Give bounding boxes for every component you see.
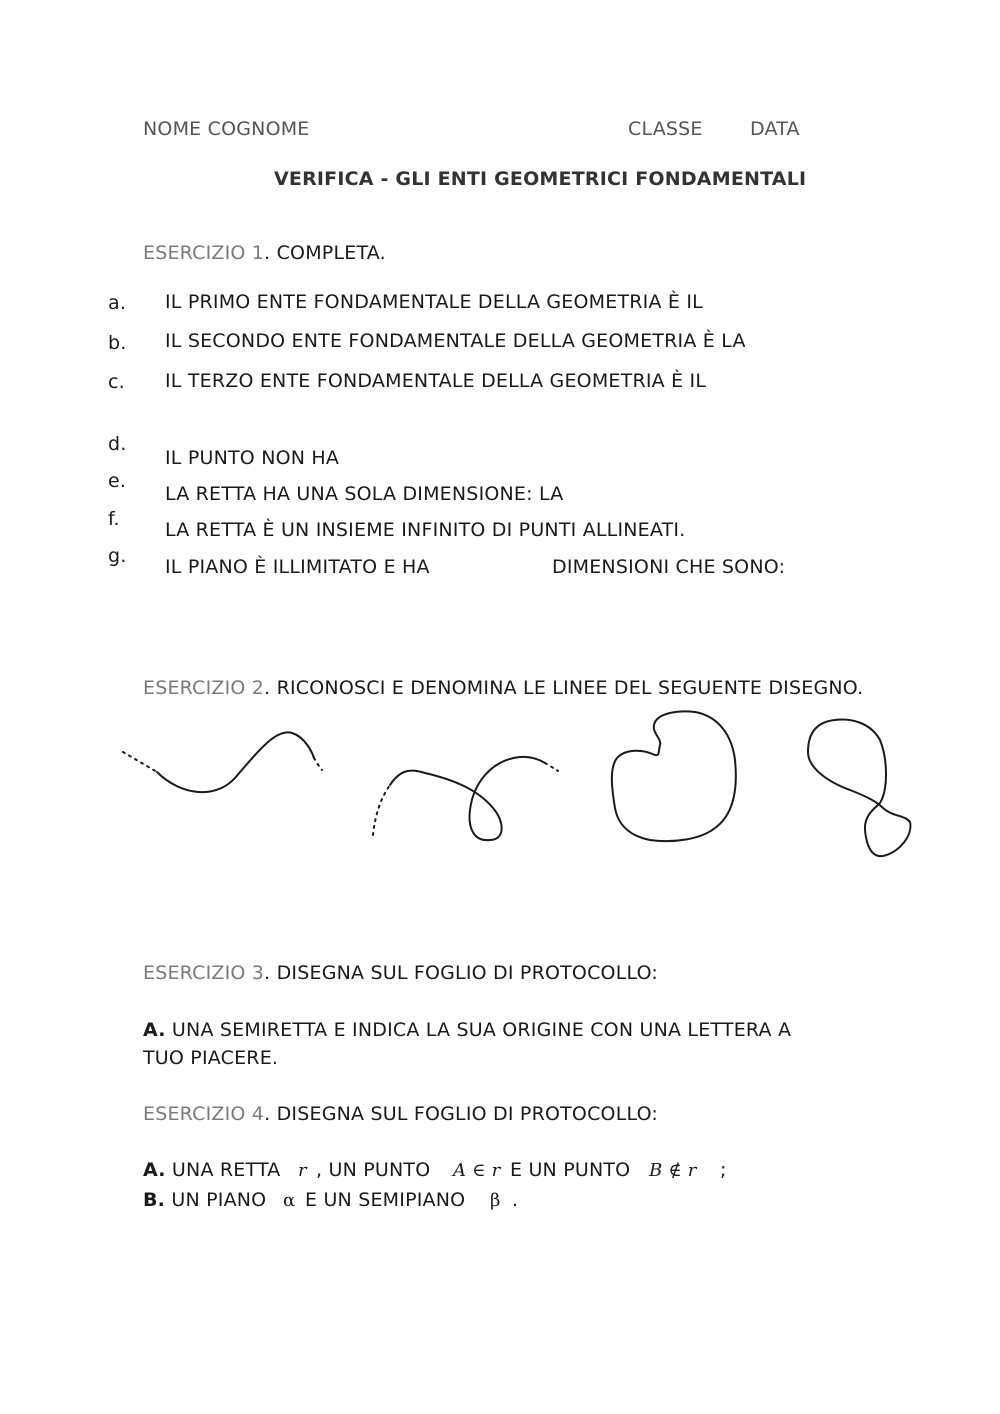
item-text-g: IL PIANO È ILLIMITATO E HA: [165, 556, 430, 578]
item-text-d: IL PUNTO NON HA: [165, 447, 340, 469]
exercise2-label: ESERCIZIO 2: [143, 677, 265, 699]
plane-alpha-symbol: α: [283, 1190, 296, 1211]
page-title: VERIFICA - GLI ENTI GEOMETRICI FONDAMENTALI: [274, 168, 807, 190]
half-plane-beta-symbol: β: [490, 1190, 501, 1211]
item-letter-e: e.: [108, 470, 127, 492]
exercise3-item-a: [143, 1019, 791, 1041]
item-text-e: LA RETTA HA UNA SOLA DIMENSIONE: LA: [165, 483, 564, 505]
exercise4-instruction: . DISEGNA SUL FOGLIO DI PROTOCOLLO:: [264, 1103, 659, 1125]
exercise4-heading: [143, 1103, 658, 1125]
line-r-symbol: r: [298, 1160, 307, 1181]
exercise4-item-a-semicolon: ;: [720, 1159, 727, 1181]
item-text-a: IL PRIMO ENTE FONDAMENTALE DELLA GEOMETRIA È IL: [165, 291, 703, 313]
exercise4-item-a-text: UNA RETTA: [165, 1159, 281, 1181]
exercise4-label: ESERCIZIO 4: [143, 1103, 265, 1125]
exercise3-label: ESERCIZIO 3: [143, 962, 265, 984]
exercise4-item-b-prefix: [143, 1189, 266, 1211]
exercise4-item-a-text2: , UN PUNTO: [316, 1159, 431, 1181]
closed-self-intersecting-line: [808, 720, 910, 857]
exercise3-item-a-text: UNA SEMIRETTA E INDICA LA SUA ORIGINE CON UNA LETTERA A: [165, 1019, 792, 1041]
exercise1-label: ESERCIZIO 1: [143, 242, 265, 264]
item-text-g-part2: DIMENSIONI CHE SONO:: [552, 556, 786, 578]
name-label: NOME COGNOME: [143, 118, 310, 140]
point-a-in-r: A ∈ r: [453, 1160, 501, 1181]
exercise4-item-a-letter: A.: [143, 1159, 166, 1181]
exercise4-item-b-text: UN PIANO: [165, 1189, 267, 1211]
exercise3-item-a-line2: TUO PIACERE.: [143, 1047, 279, 1069]
exercise4-item-b-period: .: [512, 1189, 519, 1211]
date-label: DATA: [750, 118, 800, 140]
closed-simple-line: [612, 711, 736, 841]
item-letter-a: a.: [108, 292, 127, 314]
exercise2-instruction: . RICONOSCI E DENOMINA LE LINEE DEL SEGUENTE DISEGNO.: [264, 677, 864, 699]
point-b-not-in-r: B ∉ r: [649, 1160, 697, 1181]
exercise4-item-b-text2: E UN SEMIPIANO: [305, 1189, 466, 1211]
item-text-b: IL SECONDO ENTE FONDAMENTALE DELLA GEOMETRIA È LA: [165, 330, 746, 352]
exercise3-item-a-letter: A.: [143, 1019, 166, 1041]
item-text-c: IL TERZO ENTE FONDAMENTALE DELLA GEOMETRIA È IL: [165, 370, 707, 392]
item-letter-c: c.: [108, 371, 125, 393]
item-letter-b: b.: [108, 332, 127, 354]
item-text-f: LA RETTA È UN INSIEME INFINITO DI PUNTI ALLINEATI.: [165, 519, 686, 541]
exercise3-instruction: . DISEGNA SUL FOGLIO DI PROTOCOLLO:: [264, 962, 659, 984]
item-letter-g: g.: [108, 545, 127, 567]
open-curve-line: [123, 732, 322, 792]
self-intersecting-open-line: [373, 757, 558, 840]
exercise4-item-a-prefix: [143, 1159, 281, 1181]
class-label: CLASSE: [628, 118, 703, 140]
exercise4-item-b-letter: B.: [143, 1189, 166, 1211]
exercise4-item-a-text3: E UN PUNTO: [510, 1159, 631, 1181]
item-letter-f: f.: [108, 508, 120, 530]
exercise1-instruction: . COMPLETA.: [264, 242, 386, 264]
item-letter-d: d.: [108, 433, 127, 455]
exercise3-heading: [143, 962, 658, 984]
